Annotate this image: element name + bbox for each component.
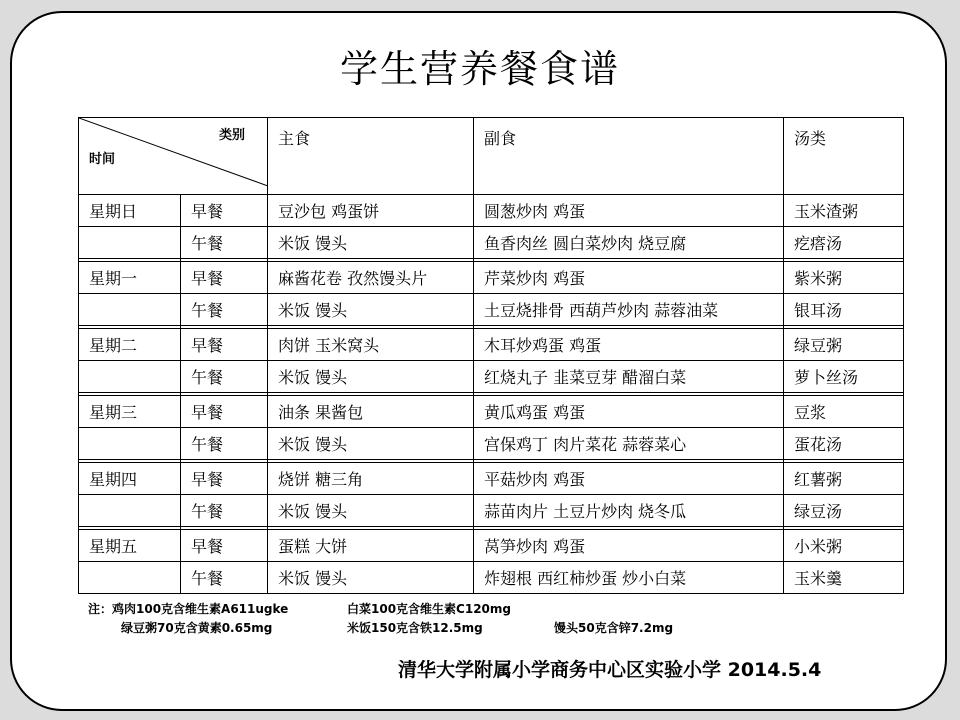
cell-side: 平菇炒肉 鸡蛋 <box>474 463 784 495</box>
note-chicken: 注：鸡肉100克含维生素A611ugke <box>88 602 289 616</box>
school-footer: 清华大学附属小学商务中心区实验小学 2014.5.4 <box>398 659 822 681</box>
cell-soup: 蛋花汤 <box>784 428 904 460</box>
table-row <box>79 329 904 361</box>
cell-side: 芹菜炒肉 鸡蛋 <box>474 262 784 294</box>
cell-meal: 午餐 <box>181 495 268 527</box>
cell-soup: 银耳汤 <box>784 294 904 326</box>
cell-soup: 玉米羹 <box>784 562 904 594</box>
corner-cell <box>79 118 268 195</box>
table-row <box>79 262 904 294</box>
table-row <box>79 530 904 562</box>
cell-soup: 紫米粥 <box>784 262 904 294</box>
note-mung-bean: 绿豆粥70克含黄素0.65mg <box>121 621 273 635</box>
header-side: 副食 <box>474 118 784 195</box>
corner-time-label: 时间 <box>89 152 116 167</box>
cell-side: 鱼香肉丝 圆白菜炒肉 烧豆腐 <box>474 227 784 259</box>
table-row <box>79 463 904 495</box>
cell-meal: 早餐 <box>181 396 268 428</box>
table-row <box>79 361 904 393</box>
cell-meal: 午餐 <box>181 361 268 393</box>
table-row <box>79 294 904 326</box>
cell-day: 星期四 <box>79 463 181 495</box>
table-row <box>79 562 904 594</box>
table-row <box>79 495 904 527</box>
cell-side: 莴笋炒肉 鸡蛋 <box>474 530 784 562</box>
cell-staple: 米饭 馒头 <box>268 562 474 594</box>
cell-soup: 小米粥 <box>784 530 904 562</box>
cell-meal: 午餐 <box>181 294 268 326</box>
cell-staple: 米饭 馒头 <box>268 495 474 527</box>
cell-side: 圆葱炒肉 鸡蛋 <box>474 195 784 227</box>
table-row <box>79 227 904 259</box>
cell-meal: 早餐 <box>181 329 268 361</box>
cell-side: 木耳炒鸡蛋 鸡蛋 <box>474 329 784 361</box>
table-row <box>79 428 904 460</box>
cell-staple: 油条 果酱包 <box>268 396 474 428</box>
cell-staple: 烧饼 糖三角 <box>268 463 474 495</box>
cell-day: 星期日 <box>79 195 181 227</box>
cell-staple: 蛋糕 大饼 <box>268 530 474 562</box>
note-rice: 米饭150克含铁12.5mg <box>347 621 483 635</box>
cell-day: 星期五 <box>79 530 181 562</box>
cell-soup: 红薯粥 <box>784 463 904 495</box>
cell-soup: 绿豆汤 <box>784 495 904 527</box>
note-cabbage: 白菜100克含维生素C120mg <box>347 602 511 616</box>
cell-staple: 米饭 馒头 <box>268 428 474 460</box>
cell-staple: 米饭 馒头 <box>268 294 474 326</box>
cell-day <box>79 495 181 527</box>
cell-meal: 午餐 <box>181 562 268 594</box>
cell-staple: 米饭 馒头 <box>268 227 474 259</box>
note-steamed-bun: 馒头50克含锌7.2mg <box>554 621 674 635</box>
cell-side: 土豆烧排骨 西葫芦炒肉 蒜蓉油菜 <box>474 294 784 326</box>
menu-table <box>78 117 904 594</box>
cell-day <box>79 227 181 259</box>
cell-meal: 早餐 <box>181 195 268 227</box>
cell-staple: 麻酱花卷 孜然馒头片 <box>268 262 474 294</box>
cell-meal: 早餐 <box>181 463 268 495</box>
cell-side: 炸翅根 西红柿炒蛋 炒小白菜 <box>474 562 784 594</box>
header-staple: 主食 <box>268 118 474 195</box>
cell-staple: 豆沙包 鸡蛋饼 <box>268 195 474 227</box>
cell-side: 红烧丸子 韭菜豆芽 醋溜白菜 <box>474 361 784 393</box>
cell-side: 蒜苗肉片 土豆片炒肉 烧冬瓜 <box>474 495 784 527</box>
cell-meal: 午餐 <box>181 428 268 460</box>
cell-soup: 绿豆粥 <box>784 329 904 361</box>
cell-day: 星期二 <box>79 329 181 361</box>
cell-soup: 疙瘩汤 <box>784 227 904 259</box>
table-header-row <box>79 118 904 195</box>
corner-category-label: 类别 <box>218 128 245 143</box>
cell-day <box>79 562 181 594</box>
cell-side: 黄瓜鸡蛋 鸡蛋 <box>474 396 784 428</box>
cell-day <box>79 294 181 326</box>
cell-day: 星期一 <box>79 262 181 294</box>
table-row <box>79 396 904 428</box>
cell-meal: 午餐 <box>181 227 268 259</box>
cell-day: 星期三 <box>79 396 181 428</box>
cell-soup: 豆浆 <box>784 396 904 428</box>
cell-soup: 萝卜丝汤 <box>784 361 904 393</box>
header-soup: 汤类 <box>784 118 904 195</box>
cell-side: 宫保鸡丁 肉片菜花 蒜蓉菜心 <box>474 428 784 460</box>
cell-day <box>79 428 181 460</box>
cell-meal: 早餐 <box>181 262 268 294</box>
cell-day <box>79 361 181 393</box>
cell-staple: 米饭 馒头 <box>268 361 474 393</box>
cell-staple: 肉饼 玉米窝头 <box>268 329 474 361</box>
table-row <box>79 195 904 227</box>
page-title: 学生营养餐食谱 <box>339 47 620 91</box>
cell-soup: 玉米渣粥 <box>784 195 904 227</box>
cell-meal: 早餐 <box>181 530 268 562</box>
